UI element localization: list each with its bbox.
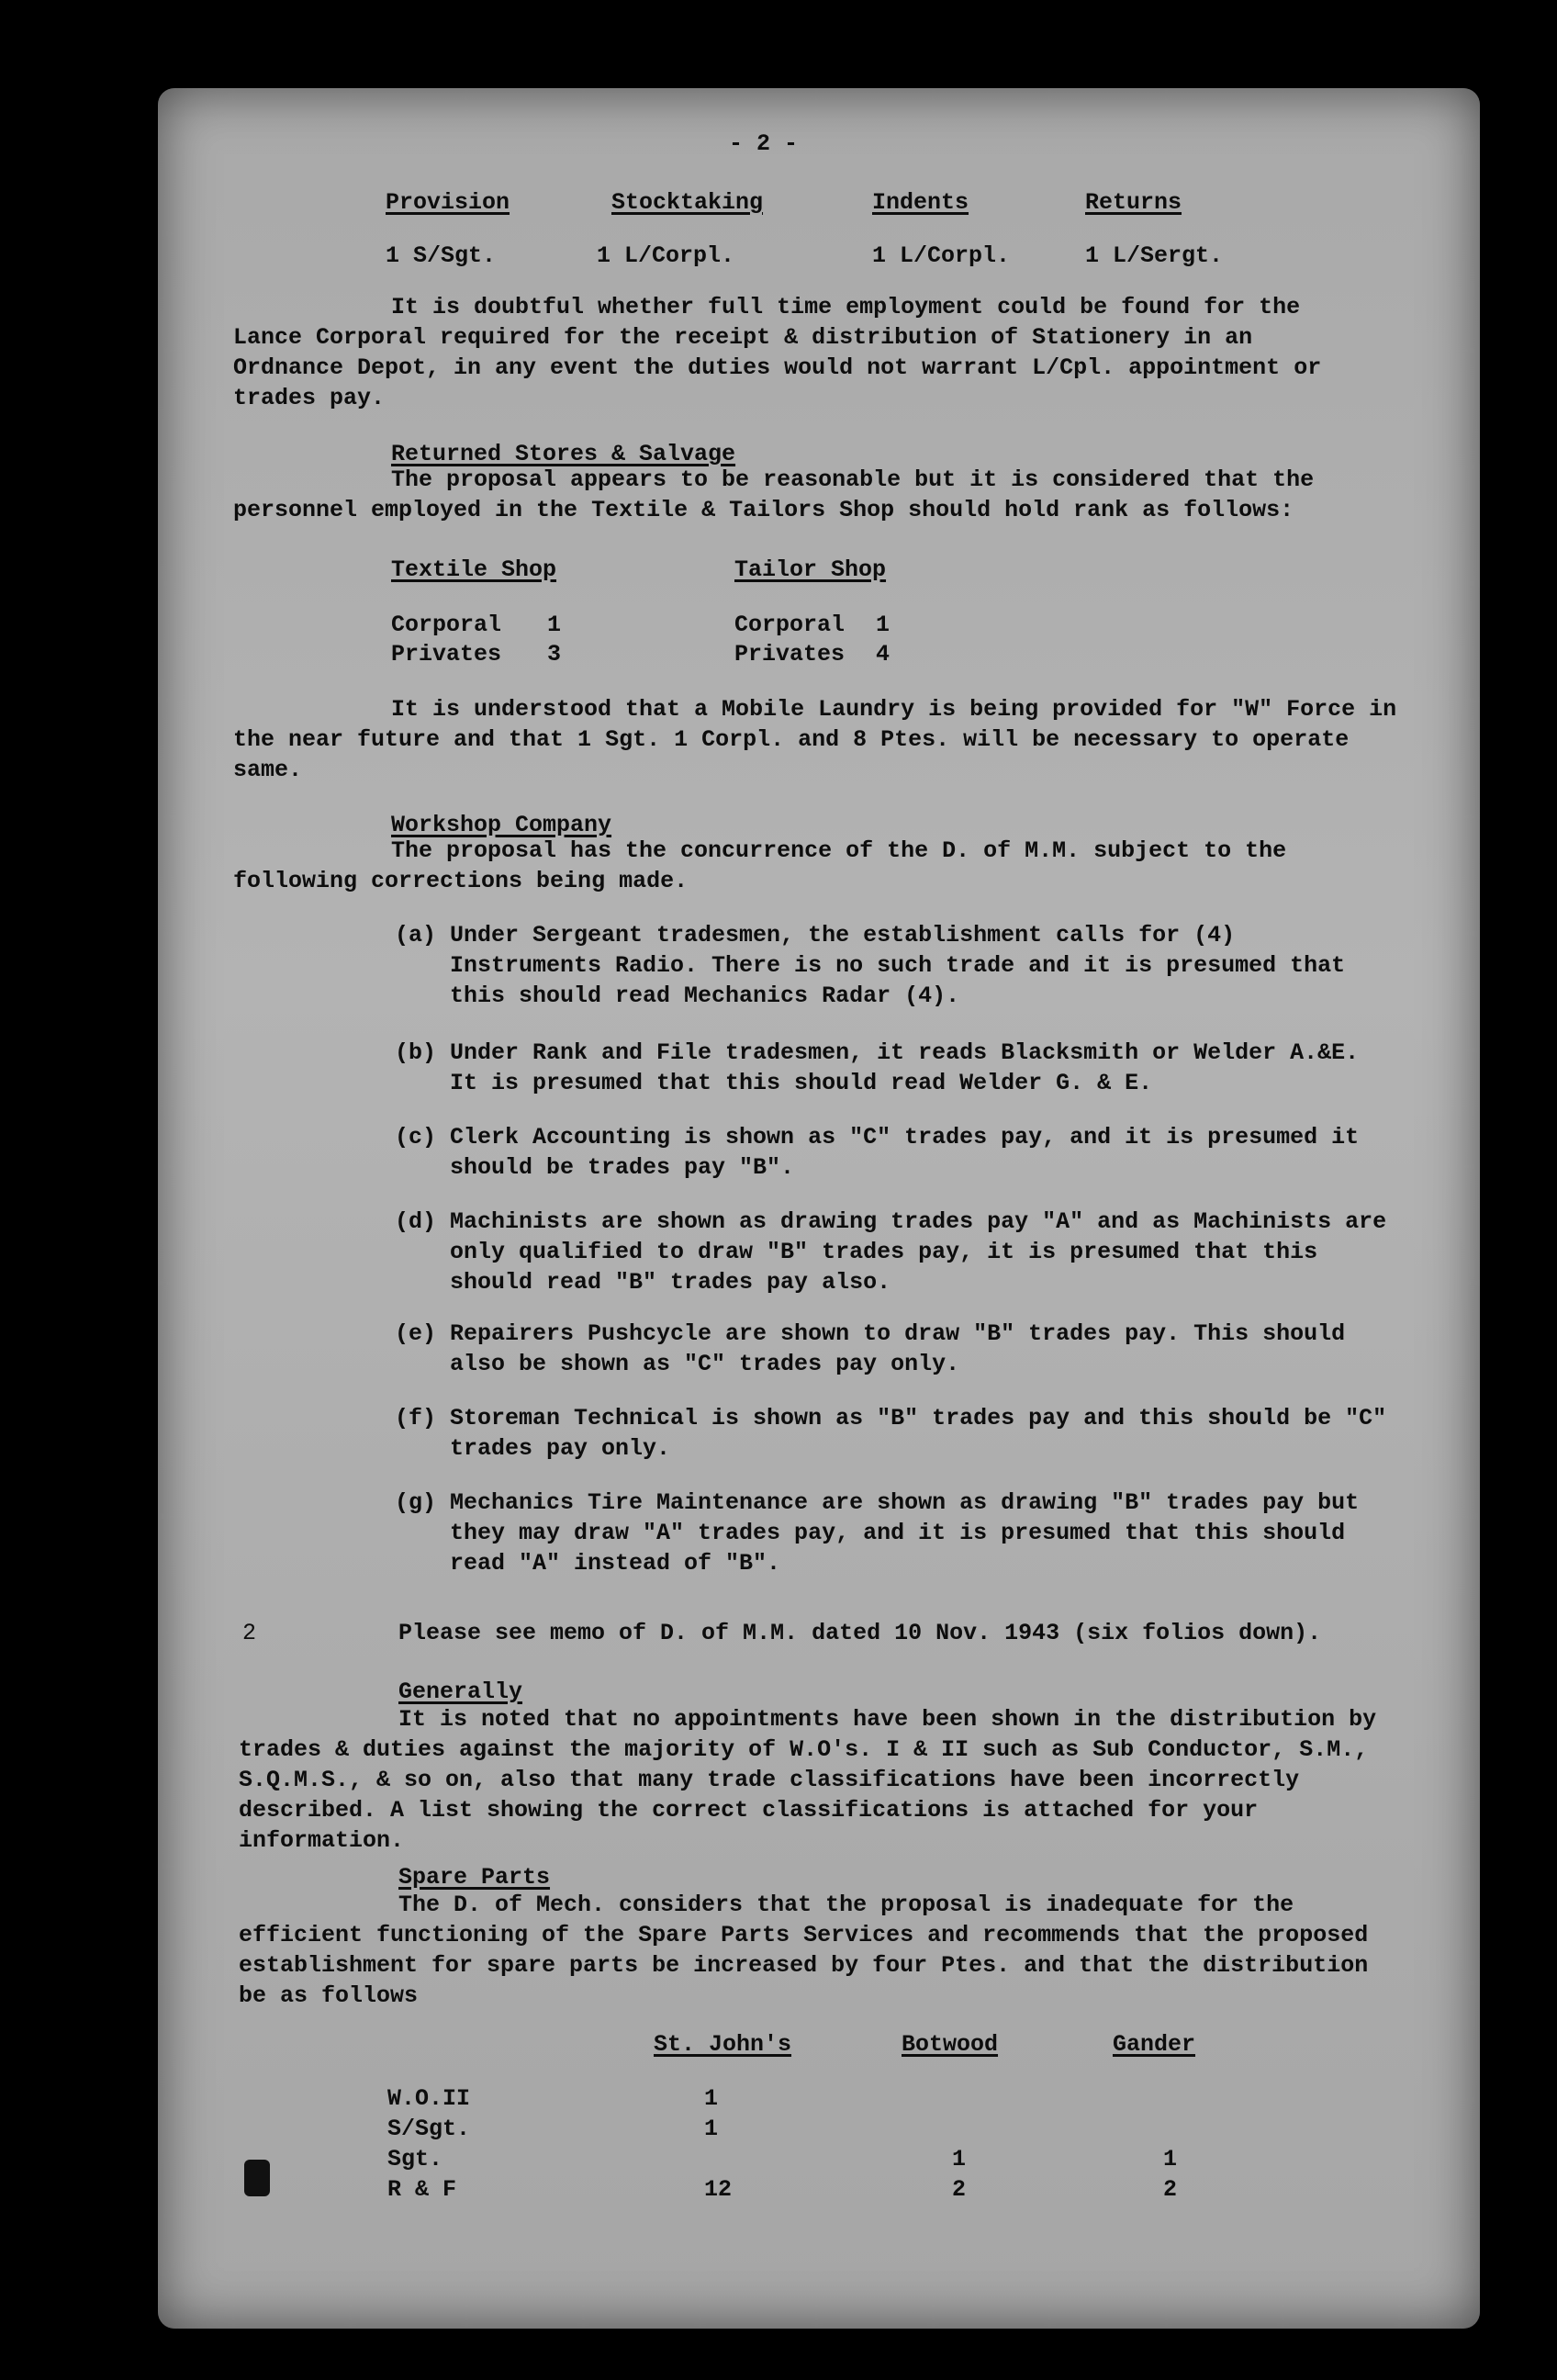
row-value-botwood <box>902 2083 1113 2114</box>
tailor-rank-corporal: Corporal <box>734 612 846 638</box>
heading-generally: Generally <box>398 1678 523 1705</box>
row-rank: W.O.II <box>387 2085 471 2112</box>
textile-count-privates: 3 <box>547 641 562 668</box>
document-body <box>158 88 1480 2329</box>
rank-stocktaking: 1 L/Corpl. <box>597 242 735 269</box>
textile-rank-corporal: Corporal <box>391 612 502 638</box>
paragraph-generally: It is noted that no appointments have been shown in the distribution by trades & duties against the majority of W.O's. I & II such as Sub Conductor, S.M., S.Q.M.S., & so on, also that many trade classifications have been incorrectly described. A list showing the correct classifications is attached for your information. <box>239 1706 1377 1854</box>
item-letter-c: (c) <box>395 1124 437 1151</box>
column-header-provision: Provision <box>386 189 510 216</box>
row-value-st-johns: 1 <box>704 2085 719 2112</box>
table-row <box>342 2083 1250 2114</box>
row-rank: R & F <box>387 2176 457 2203</box>
paragraph-returned-stores: The proposal appears to be reasonable but it is considered that the personnel employed in the Textile & Tailors Shop should hold rank as follows: <box>233 466 1315 523</box>
item-text-f: Storeman Technical is shown as "B" trades pay and this should be "C" trades pay only. <box>450 1405 1387 1462</box>
row-rank: Sgt. <box>387 2146 443 2172</box>
heading-textile-shop: Textile Shop <box>391 556 557 583</box>
row-rank: S/Sgt. <box>387 2116 471 2142</box>
row-value-st-johns: 12 <box>704 2176 733 2203</box>
table-row <box>342 2114 1250 2144</box>
ink-blot-mark <box>244 2160 270 2196</box>
item-text-g: Mechanics Tire Maintenance are shown as drawing "B" trades pay but they may draw "A" trades pay, and it is presumed that this should read "A" instead of "B". <box>450 1489 1360 1577</box>
row-value-st-johns <box>654 2144 902 2174</box>
column-header-returns: Returns <box>1085 189 1182 216</box>
heading-workshop-company: Workshop Company <box>391 812 612 838</box>
row-value-gander: 1 <box>1163 2146 1178 2172</box>
item-letter-f: (f) <box>395 1405 437 1431</box>
table-header-row <box>342 2029 1250 2060</box>
column-st-johns: St. John's <box>654 2031 792 2058</box>
rank-indents: 1 L/Corpl. <box>872 242 1011 269</box>
row-value-gander: 2 <box>1163 2176 1178 2203</box>
page-number: - 2 - <box>729 130 799 157</box>
row-value-st-johns: 1 <box>704 2116 719 2142</box>
item-letter-e: (e) <box>395 1320 437 1347</box>
item-letter-d: (d) <box>395 1208 437 1235</box>
table-row <box>342 2174 1250 2205</box>
item-letter-b: (b) <box>395 1039 437 1066</box>
item-text-a: Under Sergeant tradesmen, the establishment calls for (4) Instruments Radio. There is no such trade and it is presumed that this should read Mechanics Radar (4). <box>450 922 1346 1009</box>
margin-note: 2 <box>242 1620 257 1646</box>
tailor-count-privates: 4 <box>876 641 891 668</box>
column-gander: Gander <box>1113 2031 1196 2058</box>
row-value-gander <box>1113 2083 1250 2114</box>
table-row <box>342 2144 1250 2174</box>
paragraph-stationery: It is doubtful whether full time employment could be found for the Lance Corporal required for the receipt & distribution of Stationery in an Ordnance Depot, in any event the duties would not warrant L/Cpl. appointment or trades pay. <box>233 294 1322 411</box>
item-letter-a: (a) <box>395 922 437 949</box>
paragraph-spare-parts: The D. of Mech. considers that the proposal is inadequate for the efficient functioning of the Spare Parts Services and recommends that the proposed establishment for spare parts be increased by four Ptes. and that the distribution be as follows <box>239 1892 1369 2009</box>
heading-tailor-shop: Tailor Shop <box>734 556 887 583</box>
heading-returned-stores: Returned Stores & Salvage <box>391 441 736 467</box>
column-header-stocktaking: Stocktaking <box>611 189 764 216</box>
column-header-indents: Indents <box>872 189 969 216</box>
row-value-botwood <box>902 2114 1113 2144</box>
item-letter-g: (g) <box>395 1489 437 1516</box>
item-text-e: Repairers Pushcycle are shown to draw "B" trades pay. This should also be shown as "C" trades pay only. <box>450 1320 1346 1377</box>
row-value-gander <box>1113 2114 1250 2144</box>
row-value-botwood: 2 <box>952 2176 967 2203</box>
rank-returns: 1 L/Sergt. <box>1085 242 1224 269</box>
column-botwood: Botwood <box>902 2031 999 2058</box>
item-text-b: Under Rank and File tradesmen, it reads Blacksmith or Welder A.&E. It is presumed that this should read Welder G. & E. <box>450 1039 1360 1096</box>
paragraph-workshop: The proposal has the concurrence of the D. of M.M. subject to the following corrections being made. <box>233 837 1287 894</box>
item-text-d: Machinists are shown as drawing trades pay "A" and as Machinists are only qualified to draw "B" trades pay, it is presumed that this should read "B" trades pay also. <box>450 1208 1387 1296</box>
heading-spare-parts: Spare Parts <box>398 1864 551 1891</box>
tailor-rank-privates: Privates <box>734 641 846 668</box>
textile-rank-privates: Privates <box>391 641 502 668</box>
tailor-count-corporal: 1 <box>876 612 891 638</box>
spare-parts-distribution-table <box>342 2029 1250 2205</box>
item-text-c: Clerk Accounting is shown as "C" trades pay, and it is presumed it should be trades pay "B". <box>450 1124 1360 1181</box>
rank-provision: 1 S/Sgt. <box>386 242 497 269</box>
textile-count-corporal: 1 <box>547 612 562 638</box>
row-value-botwood: 1 <box>952 2146 967 2172</box>
paragraph-memo: Please see memo of D. of M.M. dated 10 Nov. 1943 (six folios down). <box>398 1620 1322 1646</box>
paragraph-mobile-laundry: It is understood that a Mobile Laundry is being provided for "W" Force in the near future and that 1 Sgt. 1 Corpl. and 8 Ptes. will be necessary to operate same. <box>233 696 1397 783</box>
